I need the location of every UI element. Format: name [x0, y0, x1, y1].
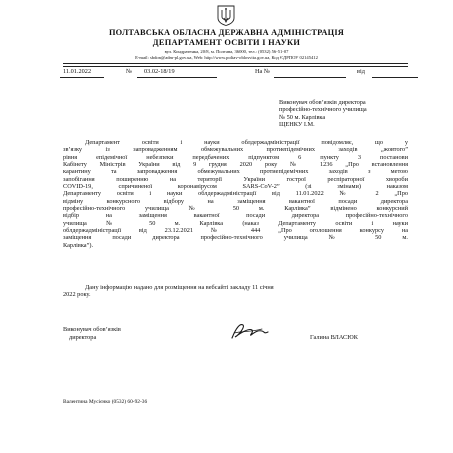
- handwritten-signature: [222, 320, 276, 342]
- reply-number-underline: [274, 77, 346, 78]
- body-line: відміну конкурсного відбору на заміщення вакантної посади директора: [63, 197, 408, 205]
- body-line: відбір на заміщення вакантної посади директора професійно-технічного: [63, 212, 408, 220]
- closing-paragraph: [63, 284, 408, 299]
- department-name: ДЕПАРТАМЕНТ ОСВІТИ І НАУКИ: [152, 38, 301, 47]
- trident-coat-of-arms-icon: [217, 5, 235, 26]
- body-line: COVID-19, спричиненої коронавірусом SARS-CoV-2” (зі змінами) наказом: [63, 183, 408, 191]
- addressee-line: Виконувач обов’язків директора: [279, 99, 366, 106]
- signer-position-line: Виконувач обов’язків: [63, 326, 121, 333]
- registration-date: 11.01.2022: [63, 68, 92, 75]
- body-line: Кабінету Міністрів України від 9 грудня 2020 року № 1236 „Про встановлення: [63, 161, 408, 169]
- header-rule-thin: [63, 66, 408, 67]
- closing-line: 2022 року.: [63, 291, 91, 299]
- addressee-line: професійно-технічного училища: [279, 106, 367, 114]
- org-name: ПОЛТАВСЬКА ОБЛАСНА ДЕРЖАВНА АДМІНІСТРАЦІЯ: [108, 28, 345, 37]
- body-line: запобігання поширенню на території України гострої респіраторної хвороби: [63, 175, 408, 183]
- body-line: карантину та запровадження обмежувальних протиепідемічних заходів з метою: [63, 168, 408, 176]
- addressee-line: № 50 м. Карлівка: [279, 113, 326, 121]
- body-line: облдержадміністрації від 23.12.2021 № 444 „Про оголошення конкурсу на: [63, 227, 408, 235]
- letter-body: [63, 139, 408, 249]
- body-line: Карлівка”).: [63, 241, 94, 249]
- header-rule-thick: [63, 63, 408, 64]
- from-date-underline: [372, 77, 418, 78]
- signer-name: Галина ВЛАСЮК: [310, 334, 358, 341]
- addressee-line: ЩЕНКУ І.М.: [279, 121, 315, 129]
- number-underline: [137, 77, 217, 78]
- executor-contact: Валентина Мусієнко (0532) 60-92-36: [63, 399, 148, 405]
- postal-address: вул. Кондратенка, 20/8, м. Полтава, 36000, тел.: (0532) 56-51-07: [164, 49, 289, 54]
- number-sign: №: [126, 68, 133, 75]
- date-underline: [60, 77, 104, 78]
- addressee-block: [279, 99, 449, 129]
- body-line: училища № 50 м. Карлівка (наказ Департаменту освіти і науки: [63, 219, 408, 227]
- signer-position-line: директора: [69, 333, 97, 341]
- reply-to-label: На №: [255, 68, 270, 75]
- body-line: Департаменту освіти і науки облдержадміністрації від 11.01.2022 № 2 „Про: [63, 190, 408, 198]
- body-line: заміщення посади директора професійно-технічного училища № 50 м.: [63, 234, 408, 242]
- body-line: професійно-технічного училища № 50 м. Карлівка” відмінено конкурсний: [63, 205, 408, 213]
- from-date-label: від: [357, 68, 365, 75]
- body-line: зв’язку із запровадженням обмежувальних протиепідемічних заходів „жовтого”: [63, 146, 408, 154]
- body-line: Департамент освіти і науки облдержадміністрації повідомляє, що у: [85, 139, 408, 146]
- registration-number: 03.02-18/19: [144, 68, 175, 75]
- body-line: рівня епідемічної небезпеки передбачених підпунктом 6 пункту 3 постанови: [63, 153, 408, 161]
- contact-details: E-mail: sbdon@adm-pl.gov.ua, Web: http://www.poltav-oblosvita.gov.ua, Код ЄДРПОУ 02145412: [135, 55, 318, 60]
- closing-line: Дану інформацію надано для розміщення на вебсайті закладу 11 січня: [85, 284, 274, 291]
- signer-position: [63, 326, 121, 341]
